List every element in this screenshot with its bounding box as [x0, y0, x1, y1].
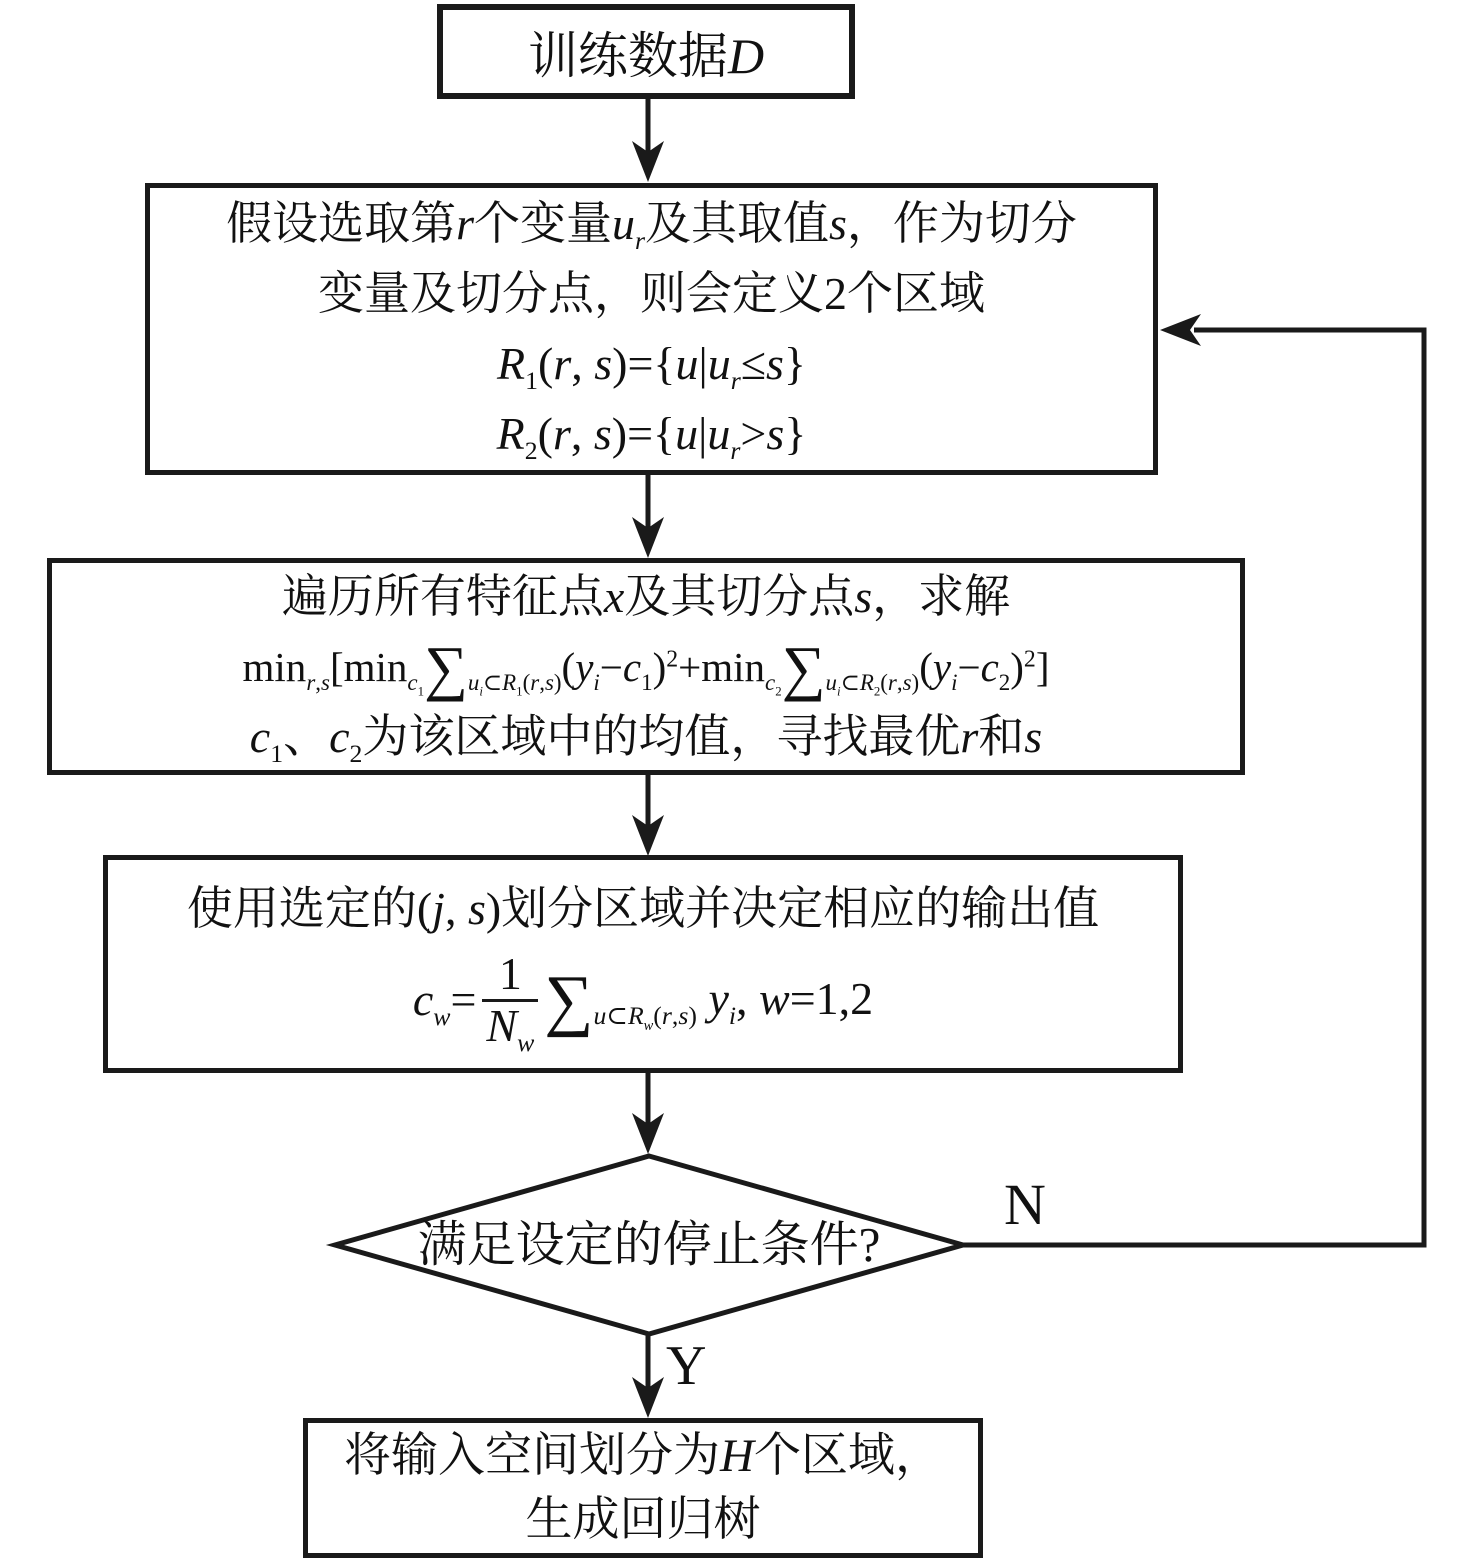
define-formula-r1: $R_1(r$, $s)=\{u|u_r\le s\}$	[497, 338, 806, 396]
traverse-line-3: $c_1$、$c_2$为该区域中的均值，寻找最优r和s	[249, 710, 1043, 768]
define-formula-r2: $R_2(r$, $s)=\{u|u_r>s\}$	[496, 408, 807, 466]
traverse-min-formula: $\min_{r,s}[\min_{c_1}\sum_{u_i\subset R_1(r,s)}(y_i-c_1)^2+\min_{c_2}\sum_{u_i\subset R_2(r,s)}(y_i-c_2)^2]$	[242, 633, 1050, 702]
start-node	[437, 4, 855, 99]
split-output-node	[103, 855, 1183, 1073]
define-line-2: 变量及切分点，则会定义2个区域	[318, 268, 985, 319]
branch-label-yes: Y	[666, 1335, 707, 1397]
branch-label-no: N	[1004, 1172, 1046, 1237]
traverse-node	[47, 558, 1245, 775]
define-regions-node	[145, 183, 1158, 475]
result-line-1: 将输入空间划分为H个区域，	[344, 1430, 942, 1482]
start-label: 训练数据D	[527, 27, 765, 84]
fraction	[482, 948, 538, 1057]
decision-question: 满足设定的停止条件?	[417, 1217, 881, 1272]
fraction-numerator: 1	[498, 948, 522, 1000]
split-output-formula	[412, 948, 874, 1057]
fraction-denominator: $N_w$	[482, 999, 538, 1050]
result-line-2: 生成回归树	[525, 1494, 761, 1546]
define-line-1: 假设选取第r个变量$u_r$及其取值s，作为切分	[226, 198, 1077, 256]
formula-rhs: $\sum_{u\subset R_w(r,s)}$ $y_i$, w=1,2	[544, 961, 874, 1038]
traverse-line-1: 遍历所有特征点x及其切分点s，求解	[281, 570, 1011, 622]
split-line-1: 使用选定的(j, s)划分区域并决定相应的输出值	[186, 883, 1100, 935]
formula-lhs: $c_w=$	[412, 973, 477, 1031]
result-node	[303, 1418, 983, 1558]
